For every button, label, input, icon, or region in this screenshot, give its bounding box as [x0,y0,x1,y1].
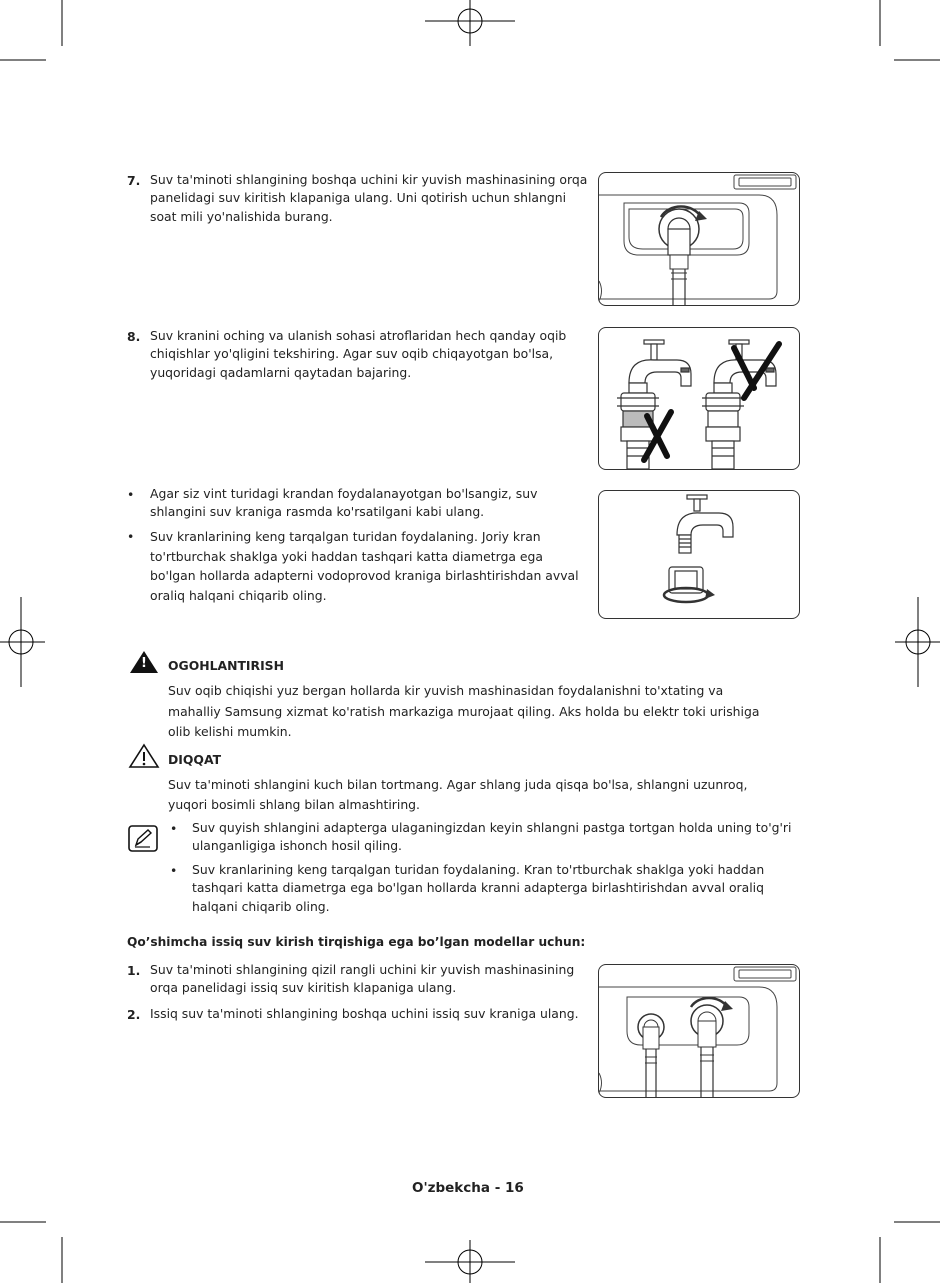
step-8-number: 8. [127,329,141,344]
figure-leak-check-taps [598,327,800,470]
step-2-number: 2. [127,1007,141,1022]
bullet-marker: • [127,529,135,544]
bullet-marker: • [127,487,135,502]
bullet-1-text: Agar siz vint turidagi krandan foydalanayotgan bo'lsangiz, suv shlangini suv kraniga rasmda ko'rsatilgani kabi ulang. [150,486,538,520]
bullet-marker: • [170,821,178,836]
warning-icon-glyph: ! [141,656,147,671]
warning-title: OGOHLANTIRISH [168,658,284,673]
bullet-2-text: Suv kranlarining keng tarqalgan turidan foydalaning. Joriy kran to'rtburchak shaklga yoki haddan tashqari katta diametrga ega bo'lgan hollarda adapterni vodoprovod kraniga birlashtirishdan avval oraliq halqani chiqarib oling. [150,529,579,603]
caution-icon [128,743,160,769]
step-1-text: Suv ta'minoti shlangining qizil rangli uchini kir yuvish mashinasining orqa panelidagi issiq suv kiritish klapaniga ulang. [150,962,575,996]
figure-screw-tap-adapter [598,490,800,619]
caution-title: DIQQAT [168,752,222,767]
note-icon [128,825,158,852]
caution-text: Suv ta'minoti shlangini kuch bilan tortmang. Agar shlang juda qisqa bo'lsa, shlangni uzunroq, yuqori bosimli shlang bilan almashtiring. [168,777,748,812]
step-2-text: Issiq suv ta'minoti shlangining boshqa uchini issiq suv kraniga ulang. [150,1006,579,1021]
bullet-marker: • [170,863,178,878]
warning-text: Suv oqib chiqishi yuz bergan hollarda kir yuvish mashinasidan foydalanishni to'xtating va mahalliy Samsung xizmat ko'ratish markaziga murojaat qiling. Aks holda bu elektr toki urishiga olib kelishi mumkin. [168,683,760,739]
figure-hot-cold-inlets [598,964,800,1098]
step-7-text: Suv ta'minoti shlangining boshqa uchini kir yuvish mashinasining orqa panelidagi suv kiritish klapaniga ulang. Uni qotirish uchun shlangni soat mili yo'nalishida burang. [150,172,588,224]
page-footer: O'zbekcha - 16 [412,1180,524,1196]
figure-rear-panel-hose [598,172,800,306]
note-1-text: Suv quyish shlangini adapterga ulaganingizdan keyin shlangni pastga tortgan holda uning to'g'ri ulanganligiga ishonch hosil qiling. [192,820,792,854]
step-1-number: 1. [127,963,141,978]
note-2-text: Suv kranlarining keng tarqalgan turidan foydalaning. Kran to'rtburchak shaklga yoki haddan tashqari katta diametrga ega bo'lgan hollarda kranni adapterga birlashtirishdan avval oraliq halqani chiqarib oling. [192,862,765,914]
section-heading: Qo’shimcha issiq suv kirish tirqishiga ega bo’lgan modellar uchun: [127,935,586,949]
step-7-number: 7. [127,173,141,188]
step-8-text: Suv kranini oching va ulanish sohasi atroflaridan hech qanday oqib chiqishlar yo'qligini tekshiring. Agar suv oqib chiqayotgan bo'lsa, yuqoridagi qadamlarni qaytadan bajaring. [150,328,567,380]
